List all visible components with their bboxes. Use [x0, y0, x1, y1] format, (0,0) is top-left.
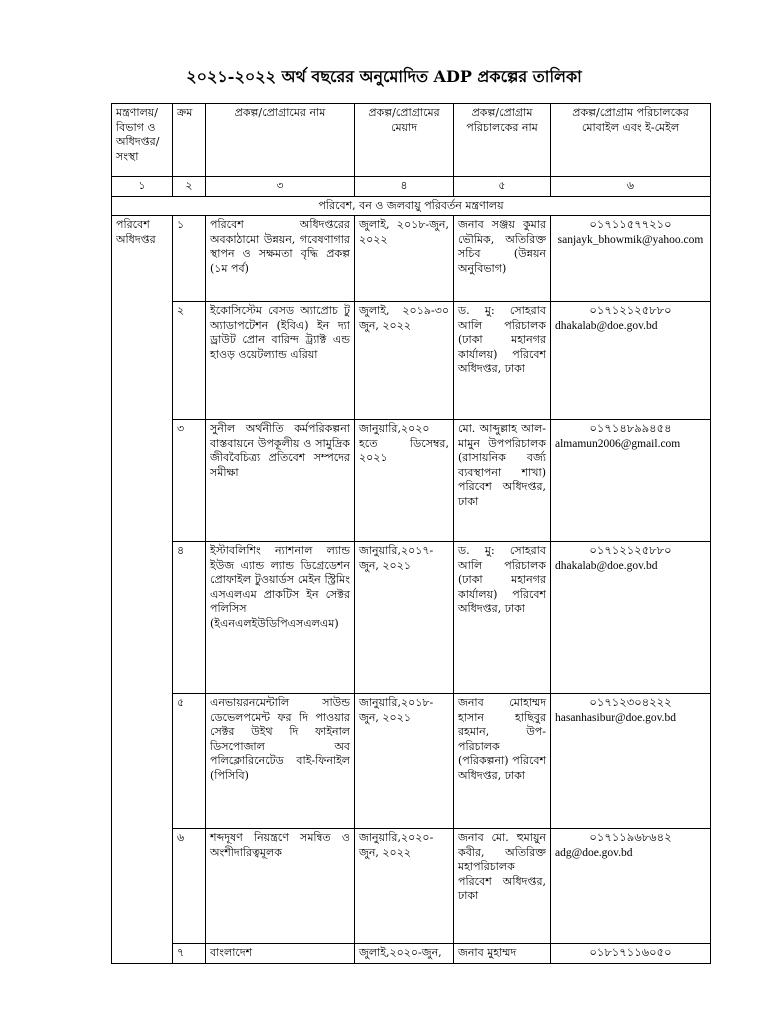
- director-cell: জনাব সঞ্জয় কুমার ভৌমিক, অতিরিক্ত সচিব (উন্নয়ন অনুবিভাগ): [454, 216, 551, 302]
- email-address: hasanhasibur@doe.gov.bd: [555, 711, 676, 724]
- phone-number: ০১৭১১৫৭৭২১০: [589, 219, 672, 231]
- duration-cell: জুলাই, ২০১৯-৩০ জুন, ২০২২: [355, 302, 454, 420]
- serial-cell: ৬: [173, 829, 206, 944]
- director-cell: মো. আব্দুল্লাহ আল-মামুন উপপরিচালক (রাসায়নিক বর্জ্য ব্যবস্থাপনা শাখা) পরিবেশ অধিদপ্তর, ঢাকা: [454, 420, 551, 542]
- duration-cell: জানুয়ারি,২০১৮-জুন, ২০২১: [355, 694, 454, 829]
- email-address: sanjayk_bhowmik@yahoo.com: [557, 233, 704, 246]
- contact-cell: [551, 216, 711, 302]
- director-cell: জনাব মো. হুমায়ুন কবীর, অতিরিক্ত মহাপরিচালক পরিবেশ অধিদপ্তর, ঢাকা: [454, 829, 551, 944]
- phone-number: ০১৮১৭১১৬০৫০: [589, 947, 672, 959]
- serial-cell: ৪: [173, 542, 206, 694]
- email-address: almamun2006@gmail.com: [555, 437, 681, 450]
- column-number: ৫: [454, 177, 551, 197]
- duration-cell: জুলাই, ২০১৮-জুন, ২০২২: [355, 216, 454, 302]
- header-director-name: প্রকল্প/প্রোগ্রাম পরিচালকের নাম: [454, 104, 551, 177]
- phone-number: ০১৭১১৯৬৮৬৪২: [589, 832, 672, 844]
- adp-project-table: [111, 103, 711, 964]
- contact-cell: [551, 302, 711, 420]
- column-number: ৪: [355, 177, 454, 197]
- duration-cell: জুলাই,২০২০-জুন,: [355, 944, 454, 964]
- duration-cell: জানুয়ারি,২০২০-জুন, ২০২২: [355, 829, 454, 944]
- project-name-cell: এনভায়রনমেন্টালি সাউন্ড ডেভেলপমেন্ট ফর দি পাওয়ার সেক্টর উইথ দি ফাইনাল ডিসপোজাল অব পলিক্লোরিনেটেড বাই-ফিনাইল (পিসিবি): [206, 694, 355, 829]
- column-number: ৩: [206, 177, 355, 197]
- section-row: [112, 196, 711, 216]
- contact-cell: [551, 420, 711, 542]
- table-row: [112, 829, 711, 944]
- column-number: ২: [173, 177, 206, 197]
- column-number-row: [112, 177, 711, 197]
- serial-cell: ২: [173, 302, 206, 420]
- header-row: [112, 104, 711, 177]
- table-row: [112, 944, 711, 964]
- contact-cell: [551, 694, 711, 829]
- email-address: adg@doe.gov.bd: [555, 846, 633, 859]
- project-name-cell: বাংলাদেশ: [206, 944, 355, 964]
- phone-number: ০১৭১২১২৫৮৮০: [589, 545, 672, 557]
- director-cell: ড. মু: সোহরাব আলি পরিচালক (ঢাকা মহানগর কার্যালয়) পরিবেশ অধিদপ্তর, ঢাকা: [454, 542, 551, 694]
- header-ministry: মন্ত্রণালয়/ বিভাগ ও অধিদপ্তর/ সংস্থা: [112, 104, 173, 177]
- header-serial: ক্রম: [173, 104, 206, 177]
- agency-name: পরিবেশ অধিদপ্তর: [116, 218, 156, 246]
- phone-number: ০১৭১৪৮৯৯৪৫৪: [589, 423, 672, 435]
- email-address: dhakalab@doe.gov.bd: [555, 559, 658, 572]
- serial-cell: ৩: [173, 420, 206, 542]
- project-name-cell: সুনীল অর্থনীতি কর্মপরিকল্পনা বাস্তবায়নে উপকূলীয় ও সামুদ্রিক জীববৈচিত্র্য প্রতিবেশ সম্পদের সমীক্ষা: [206, 420, 355, 542]
- column-number: ১: [112, 177, 173, 197]
- contact-cell: [551, 542, 711, 694]
- contact-cell: [551, 944, 711, 964]
- phone-number: ০১৭১২১২৫৮৮০: [589, 305, 672, 317]
- director-cell: জনাব মোহাম্মদ হাসান হাছিবুর রহমান, উপ-পরিচালক (পরিকল্পনা) পরিবেশ অধিদপ্তর, ঢাকা: [454, 694, 551, 829]
- email-address: dhakalab@doe.gov.bd: [555, 319, 658, 332]
- serial-cell: ৭: [173, 944, 206, 964]
- agency-cell: [112, 216, 173, 964]
- phone-number: ০১৭১২৩০৪২২২: [589, 697, 672, 709]
- serial-cell: ৫: [173, 694, 206, 829]
- contact-cell: [551, 829, 711, 944]
- table-row: [112, 694, 711, 829]
- project-name-cell: ইস্টাবলিশিং ন্যাশনাল ল্যান্ড ইউজ এ্যান্ড ল্যান্ড ডিগ্রেডেশন প্রোফাইল টুওয়ার্ডস মেইন স্ট্রিমিং এসএলএম প্রাকটিস ইন সেক্টর পলিসিস (ইএনএলইউডিপিএসএলএম): [206, 542, 355, 694]
- section-title: পরিবেশ, বন ও জলবায়ু পরিবর্তন মন্ত্রণালয়: [112, 196, 711, 216]
- header-project-name: প্রকল্প/প্রোগ্রামের নাম: [206, 104, 355, 177]
- table-row: [112, 420, 711, 542]
- director-cell: ড. মু: সোহরাব আলি পরিচালক (ঢাকা মহানগর কার্যালয়) পরিবেশ অধিদপ্তর, ঢাকা: [454, 302, 551, 420]
- director-cell: জনাব মুহাম্মদ: [454, 944, 551, 964]
- project-name-cell: শব্দদূষণ নিয়ন্ত্রণে সমন্বিত ও অংশীদারিত্বমূলক: [206, 829, 355, 944]
- project-name-cell: ইকোসিস্টেম বেসড অ্যাপ্রোচ টু অ্যাডাপটেশন (ইবিএ) ইন দ্যা ড্রাউট প্রোন বারিন্দ ট্র্যাক্ট এন্ড হাওড় ওয়েটল্যান্ড এরিয়া: [206, 302, 355, 420]
- header-duration: প্রকল্প/প্রোগ্রামের মেয়াদ: [355, 104, 454, 177]
- duration-cell: জানুয়ারি,২০২০ হতে ডিসেম্বর, ২০২১: [355, 420, 454, 542]
- project-name-cell: পরিবেশ অধিদপ্তরের অবকাঠামো উন্নয়ন, গবেষণাগার স্থাপন ও সক্ষমতা বৃদ্ধি প্রকল্প (১ম পর্ব): [206, 216, 355, 302]
- serial-cell: ১: [173, 216, 206, 302]
- column-number: ৬: [551, 177, 711, 197]
- table-row: [112, 542, 711, 694]
- table-row: [112, 302, 711, 420]
- document-title: ২০২১-২০২২ অর্থ বছরের অনুমোদিত ADP প্রকল্পের তালিকা: [186, 67, 582, 86]
- table-row: [112, 216, 711, 302]
- duration-cell: জানুয়ারি,২০১৭-জুন, ২০২১: [355, 542, 454, 694]
- header-contact: প্রকল্প/প্রোগ্রাম পরিচালকের মোবাইল এবং ই-মেইল: [551, 104, 711, 177]
